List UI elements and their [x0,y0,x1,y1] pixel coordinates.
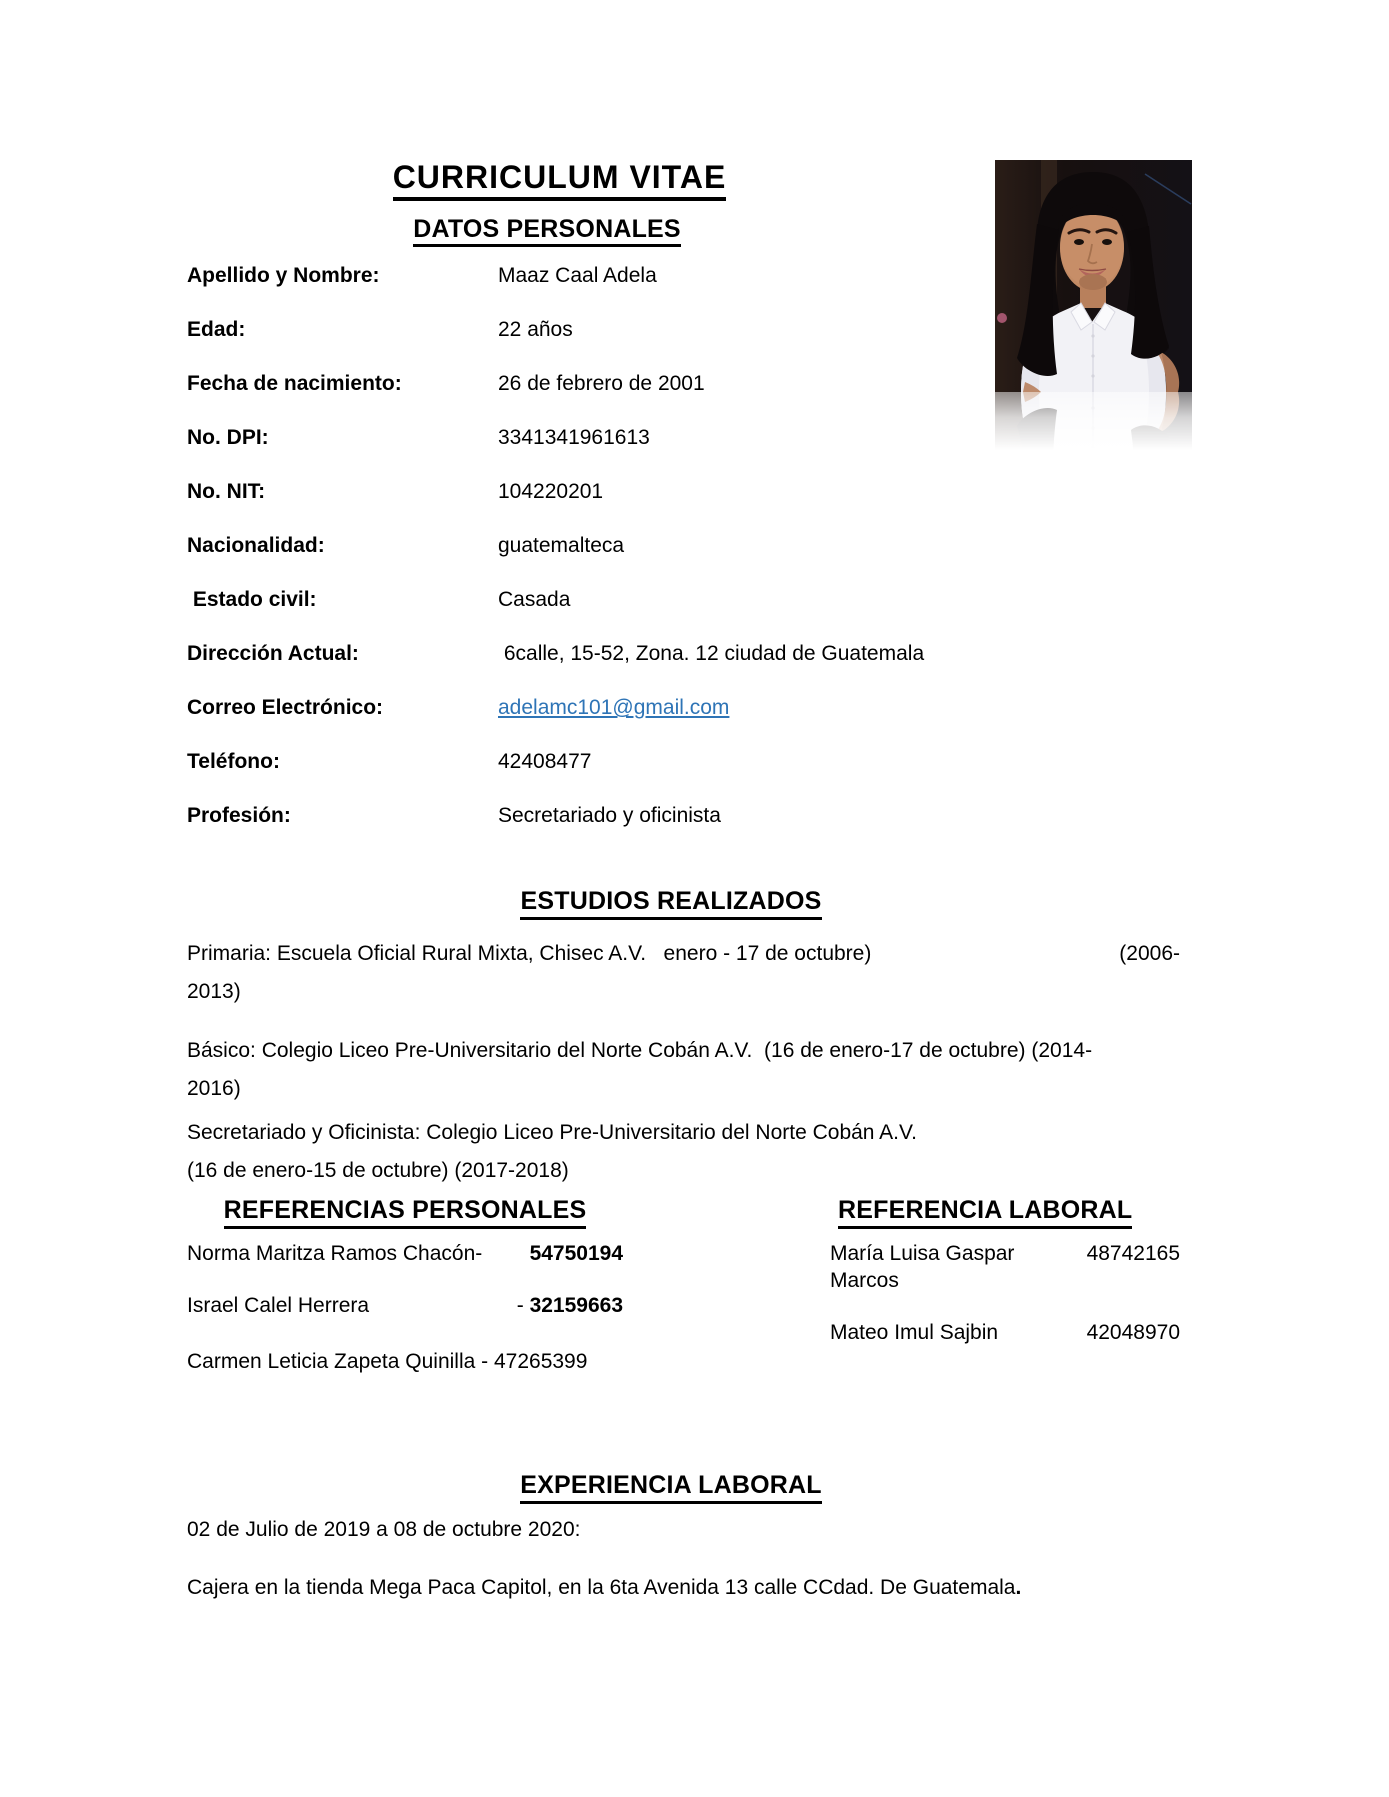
estudios-basico [187,1032,1180,1108]
row-value: 22 años [498,318,573,342]
row-estado-civil [187,587,1180,641]
experiencia-descripcion-punto: . [1015,1575,1022,1599]
row-value: 3341341961613 [498,426,650,450]
referencia-laboral-heading-block [830,1196,1180,1229]
row-value: 42408477 [498,750,592,774]
secretariado-line2: (16 de enero-15 de octubre) (2017-2018) [187,1159,569,1183]
email-link[interactable]: adelamc101@gmail.com [498,696,730,720]
photo-reflection-fade [995,392,1192,455]
row-nit [187,479,1180,533]
estudios-secretariado [187,1114,1180,1190]
row-label: Edad: [187,318,246,342]
experiencia-heading-block [187,1471,1155,1504]
ref-name: María Luisa Gaspar Marcos [830,1241,1015,1292]
referencias-personales-column [187,1196,623,1375]
experiencia-descripcion-text: Cajera en la tienda Mega Paca Capitol, en la 6ta Avenida 13 calle CCdad. De Guatemala [187,1575,1016,1599]
basico-line1: Básico: Colegio Liceo Pre-Universitario del Norte Cobán A.V. (16 de enero-17 de octubre) (2014- [187,1039,1093,1063]
datos-heading-block [187,215,907,248]
row-nacionalidad [187,533,1180,587]
referencia-laboral-heading: REFERENCIA LABORAL [838,1196,1132,1229]
row-label: Estado civil: [187,588,317,612]
primaria-years-open: (2006- [1119,942,1180,966]
estudios-realizados-heading: ESTUDIOS REALIZADOS [520,887,821,920]
row-value: 6calle, 15-52, Zona. 12 ciudad de Guatemala [498,642,925,666]
row-label: Nacionalidad: [187,534,325,558]
ref-personal-row-1 [187,1240,623,1267]
row-label: No. NIT: [187,480,266,504]
referencias-personales-heading-block [187,1196,623,1229]
row-value: 26 de febrero de 2001 [498,372,705,396]
row-label: No. DPI: [187,426,269,450]
estudios-primaria [187,935,1180,1011]
row-value: Casada [498,588,571,612]
ref-phone: 42048970 [1086,1320,1180,1344]
estudios-heading-block [187,887,1155,920]
ref-dash: - [516,1293,530,1317]
row-profesion [187,803,1180,857]
row-label: Fecha de nacimiento: [187,372,402,396]
row-correo [187,695,1180,749]
ref-phone: 32159663 [529,1293,623,1317]
row-value: Maaz Caal Adela [498,264,657,288]
row-value: guatemalteca [498,534,625,558]
row-value: Secretariado y oficinista [498,804,721,828]
experiencia-descripcion [187,1574,1180,1601]
referencias-personales-heading: REFERENCIAS PERSONALES [224,1196,587,1229]
basico-line2: 2016) [187,1077,241,1101]
page-title: CURRICULUM VITAE [393,160,727,201]
ref-name: Mateo Imul Sajbin [830,1320,999,1344]
ref-personal-row-2 [187,1292,623,1319]
portrait-illustration [995,160,1192,392]
referencias-section [187,1196,1180,1375]
row-value: 104220201 [498,480,604,504]
ref-phone: 48742165 [1086,1241,1180,1265]
title-block [187,160,932,201]
primaria-line1 [187,935,1180,973]
ref-phone-group [517,1292,623,1319]
row-label: Dirección Actual: [187,642,359,666]
ref-name: Israel Calel Herrera [187,1293,370,1317]
row-label: Teléfono: [187,750,280,774]
experiencia-laboral-heading: EXPERIENCIA LABORAL [520,1471,822,1504]
referencia-laboral-column [830,1196,1180,1375]
secretariado-line1: Secretariado y Oficinista: Colegio Liceo Pre-Universitario del Norte Cobán A.V. [187,1121,917,1145]
experiencia-periodo: 02 de Julio de 2019 a 08 de octubre 2020: [187,1517,581,1541]
primaria-line2: 2013) [187,980,241,1004]
row-label: Apellido y Nombre: [187,264,380,288]
row-direccion [187,641,1180,695]
ref-phone: 54750194 [529,1241,623,1265]
photo-reflection [995,392,1192,455]
ref-personal-row-3 [187,1348,623,1375]
row-label: Profesión: [187,804,291,828]
profile-photo [995,160,1192,392]
ref-name-and-phone: Carmen Leticia Zapeta Quinilla - 47265399 [187,1349,588,1373]
ref-laboral-row-1 [830,1240,1180,1294]
ref-laboral-row-2 [830,1319,1180,1346]
row-telefono [187,749,1180,803]
datos-personales-heading: DATOS PERSONALES [413,215,681,248]
primaria-text: Primaria: Escuela Oficial Rural Mixta, Chisec A.V. enero - 17 de octubre) [187,942,872,966]
ref-name: Norma Maritza Ramos Chacón- [187,1241,483,1265]
row-label: Correo Electrónico: [187,696,384,720]
